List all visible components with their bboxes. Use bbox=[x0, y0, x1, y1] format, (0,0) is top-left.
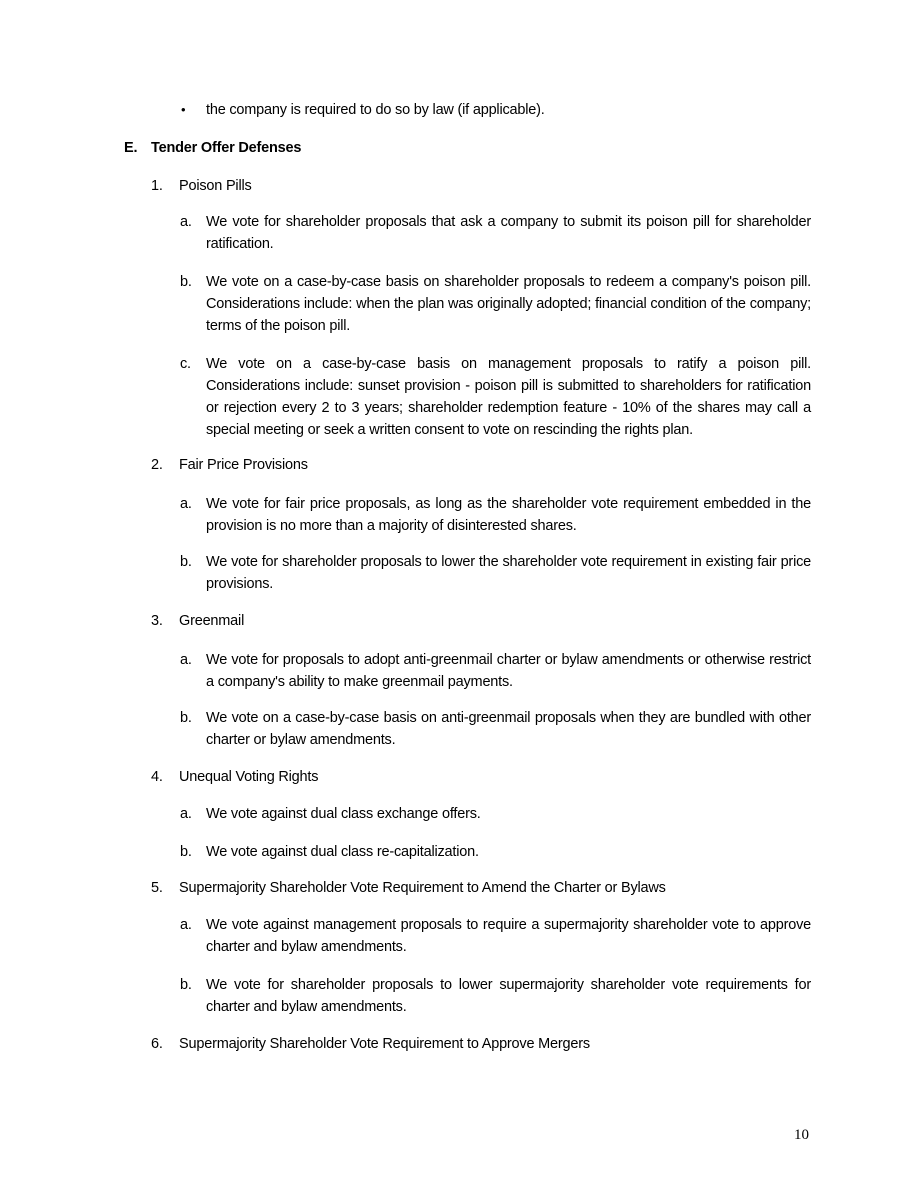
sub-text: We vote against dual class exchange offers. bbox=[206, 806, 481, 822]
section-title: Tender Offer Defenses bbox=[151, 140, 302, 156]
sub-text: We vote for proposals to adopt anti-greenmail charter or bylaw amendments or otherwise restrict a company's ability to make greenmail payments. bbox=[206, 652, 811, 690]
sub-letter: b. bbox=[180, 710, 192, 726]
item-title: Fair Price Provisions bbox=[179, 457, 308, 473]
section-letter: E. bbox=[124, 140, 138, 156]
sub-letter: a. bbox=[180, 214, 192, 230]
item-number: 3. bbox=[151, 613, 163, 629]
sub-letter: b. bbox=[180, 554, 192, 570]
sub-text: We vote against dual class re-capitalization. bbox=[206, 844, 479, 860]
sub-text: We vote for fair price proposals, as long as the shareholder vote requirement embedded in the provision is no more than a majority of disinterested shares. bbox=[206, 496, 811, 534]
bullet-marker: • bbox=[181, 102, 186, 117]
sub-letter: a. bbox=[180, 496, 192, 512]
bullet-text: the company is required to do so by law (if applicable). bbox=[206, 102, 545, 118]
sub-letter: a. bbox=[180, 652, 192, 668]
sub-text: We vote on a case-by-case basis on anti-greenmail proposals when they are bundled with other charter or bylaw amendments. bbox=[206, 710, 811, 748]
page-number: 10 bbox=[794, 1127, 809, 1143]
sub-text: We vote against management proposals to require a supermajority shareholder vote to approve charter and bylaw amendments. bbox=[206, 917, 811, 955]
sub-letter: a. bbox=[180, 806, 192, 822]
item-title: Greenmail bbox=[179, 613, 245, 629]
sub-letter: b. bbox=[180, 274, 192, 290]
sub-text: We vote for shareholder proposals to lower the shareholder vote requirement in existing fair price provisions. bbox=[206, 554, 811, 592]
item-title: Supermajority Shareholder Vote Requirement to Amend the Charter or Bylaws bbox=[179, 880, 666, 896]
sub-text: We vote for shareholder proposals that ask a company to submit its poison pill for shareholder ratification. bbox=[206, 214, 811, 252]
item-number: 4. bbox=[151, 769, 163, 785]
item-title: Poison Pills bbox=[179, 178, 252, 194]
item-title: Unequal Voting Rights bbox=[179, 769, 319, 785]
item-number: 6. bbox=[151, 1036, 163, 1052]
sub-letter: b. bbox=[180, 844, 192, 860]
sub-text: We vote for shareholder proposals to lower supermajority shareholder vote requirements for charter and bylaw amendments. bbox=[206, 977, 811, 1015]
item-number: 5. bbox=[151, 880, 163, 896]
item-number: 2. bbox=[151, 457, 163, 473]
sub-letter: b. bbox=[180, 977, 192, 993]
sub-letter: a. bbox=[180, 917, 192, 933]
item-title: Supermajority Shareholder Vote Requirement to Approve Mergers bbox=[179, 1036, 590, 1052]
sub-letter: c. bbox=[180, 356, 191, 372]
sub-text: We vote on a case-by-case basis on management proposals to ratify a poison pill. Considerations include: sunset provision - poison pill is submitted to shareholders for ratification or rejection every 2 to 3 years; shareholder redemption feature - 10% of the shares may call a special meeting or seek a written consent to vote on rescinding the rights plan. bbox=[206, 356, 811, 438]
item-number: 1. bbox=[151, 178, 163, 194]
sub-text: We vote on a case-by-case basis on shareholder proposals to redeem a company's poison pill. Considerations include: when the plan was originally adopted; financial condition of the company; terms of the poison pill. bbox=[206, 274, 811, 334]
